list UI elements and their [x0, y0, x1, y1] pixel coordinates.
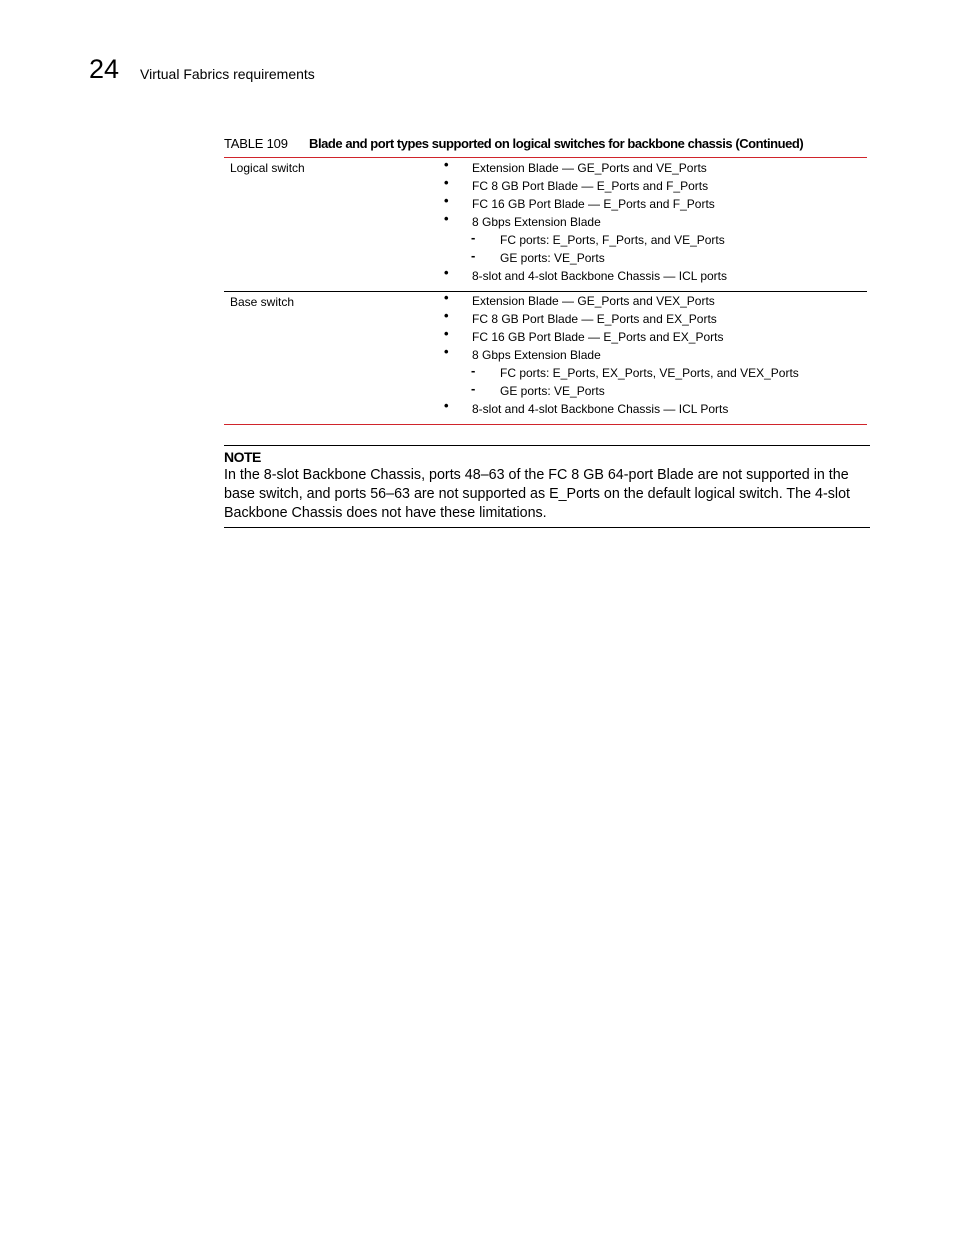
- list-item-text: FC ports: E_Ports, F_Ports, and VE_Ports: [500, 233, 725, 247]
- bullet-icon: •: [444, 398, 449, 413]
- note-heading: NOTE: [224, 449, 261, 465]
- bullet-icon: •: [444, 193, 449, 208]
- table-label: TABLE 109: [224, 136, 288, 151]
- bullet-icon: •: [444, 326, 449, 341]
- switch-type-cell: Base switch: [230, 295, 295, 309]
- list-item-text: FC 8 GB Port Blade — E_Ports and EX_Ports: [472, 312, 717, 326]
- bullet-icon: •: [444, 290, 449, 305]
- list-item-text: Extension Blade — GE_Ports and VE_Ports: [472, 161, 707, 175]
- dash-icon: -: [471, 230, 476, 245]
- list-item-text: GE ports: VE_Ports: [500, 384, 605, 398]
- list-item-text: 8-slot and 4-slot Backbone Chassis — ICL ports: [472, 269, 728, 283]
- dash-icon: -: [471, 381, 476, 396]
- list-item-text: FC 16 GB Port Blade — E_Ports and F_Ports: [472, 197, 715, 211]
- blade-port-types-table: [224, 158, 867, 425]
- table-title: Blade and port types supported on logical switches for backbone chassis (Continued): [309, 136, 804, 151]
- list-item-text: FC ports: E_Ports, EX_Ports, VE_Ports, and VEX_Ports: [500, 366, 799, 380]
- bullet-icon: •: [444, 265, 449, 280]
- list-item-text: 8-slot and 4-slot Backbone Chassis — ICL Ports: [472, 402, 729, 416]
- dash-icon: -: [471, 248, 476, 263]
- table-row-base-switch: [224, 292, 867, 425]
- bullet-icon: •: [444, 308, 449, 323]
- note-box: [224, 445, 870, 528]
- list-item-text: 8 Gbps Extension Blade: [472, 215, 601, 229]
- chapter-title: Virtual Fabrics requirements: [140, 66, 315, 82]
- table-row-logical-switch: [224, 158, 867, 292]
- list-item-text: 8 Gbps Extension Blade: [472, 348, 601, 362]
- bullet-icon: •: [444, 157, 449, 172]
- bullet-icon: •: [444, 344, 449, 359]
- bullet-icon: •: [444, 211, 449, 226]
- note-body: In the 8-slot Backbone Chassis, ports 48–63 of the FC 8 GB 64-port Blade are not supported in the base switch, and ports 56–63 are not supported as E_Ports on the default logical switch. The 4-slot Backbone Chassis does not have these limitations.: [224, 467, 850, 521]
- list-item-text: GE ports: VE_Ports: [500, 251, 605, 265]
- switch-type-cell: Logical switch: [230, 161, 305, 175]
- list-item-text: FC 8 GB Port Blade — E_Ports and F_Ports: [472, 179, 709, 193]
- table-caption: [224, 135, 867, 158]
- chapter-number: 24: [89, 54, 120, 84]
- list-item-text: Extension Blade — GE_Ports and VEX_Ports: [472, 294, 715, 308]
- dash-icon: -: [471, 363, 476, 378]
- list-item-text: FC 16 GB Port Blade — E_Ports and EX_Ports: [472, 330, 724, 344]
- bullet-icon: •: [444, 175, 449, 190]
